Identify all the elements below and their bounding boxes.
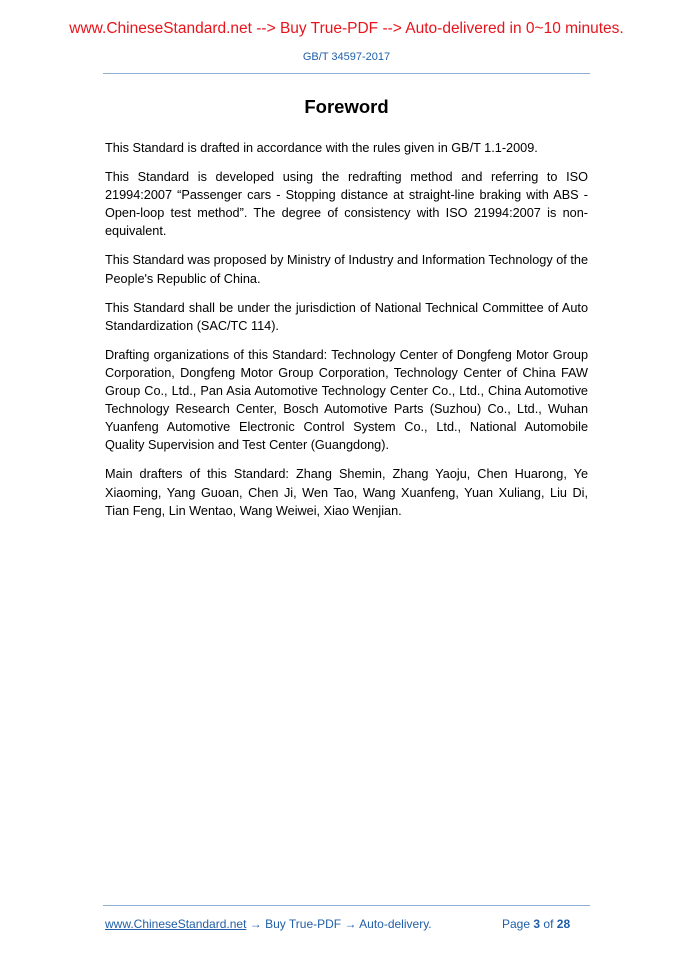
paragraph-drafting-rules: This Standard is drafted in accordance with the rules given in GB/T 1.1-2009. [105, 141, 538, 155]
paragraph-main-drafters: Main drafters of this Standard: Zhang Shemin, Zhang Yaoju, Chen Huarong, Ye Xiaoming, Yang Guoan, Chen Ji, Wen Tao, Wang Xuanfeng, Yuan Xuliang, Liu Di, Tian Feng, Lin Wentao, Wang Weiwei, Xiao Wenjian. [105, 467, 588, 518]
footer-divider [103, 905, 590, 906]
page-current: 3 [533, 917, 541, 931]
arrow-icon: → [344, 917, 357, 931]
paragraph-redrafting: This Standard is developed using the redrafting method and referring to ISO 21994:2007 “Passenger cars - Stopping distance at straight-line braking with ABS - Open-loop test method”. The degree of consistency with ISO 21994:2007 is non-equivalent. [105, 170, 588, 239]
paragraph-jurisdiction: This Standard shall be under the jurisdiction of National Technical Committee of Auto Standardization (SAC/TC 114). [105, 300, 588, 333]
page-total: 28 [556, 917, 571, 931]
footer-links [105, 917, 432, 931]
page-label: Page [502, 917, 531, 931]
foreword-body [105, 139, 588, 531]
page-indicator [502, 917, 570, 931]
buy-true-pdf-link[interactable]: Buy True-PDF [265, 917, 342, 931]
arrow-icon: → [249, 917, 262, 931]
document-code: GB/T 34597-2017 [302, 51, 391, 63]
paragraph-drafting-organizations: Drafting organizations of this Standard: Technology Center of Dongfeng Motor Group Corporation, Dongfeng Motor Group Corporation, Technology Center of China FAW Group Co., Ltd., Pan Asia Automotive Technology Center Co., Ltd., China Automotive Technology Research Center, Bosch Automotive Parts (Suzhou) Co., Ltd., Wuhan Yuanfeng Automotive Electronic Control System Co., Ltd., National Automobile Quality Supervision and Test Center (Guangdong). [105, 347, 588, 453]
paragraph-proposed-by: This Standard was proposed by Ministry of Industry and Information Technology of the People's Republic of China. [105, 253, 588, 286]
page-of-label: of [543, 917, 554, 931]
page-title: Foreword [304, 96, 389, 117]
header-divider [103, 73, 590, 74]
auto-delivery-text: Auto-delivery. [359, 917, 432, 931]
top-banner[interactable]: www.ChineseStandard.net --> Buy True-PDF --> Auto-delivered in 0~10 minutes. [69, 20, 624, 37]
website-link[interactable]: www.ChineseStandard.net [105, 917, 247, 931]
